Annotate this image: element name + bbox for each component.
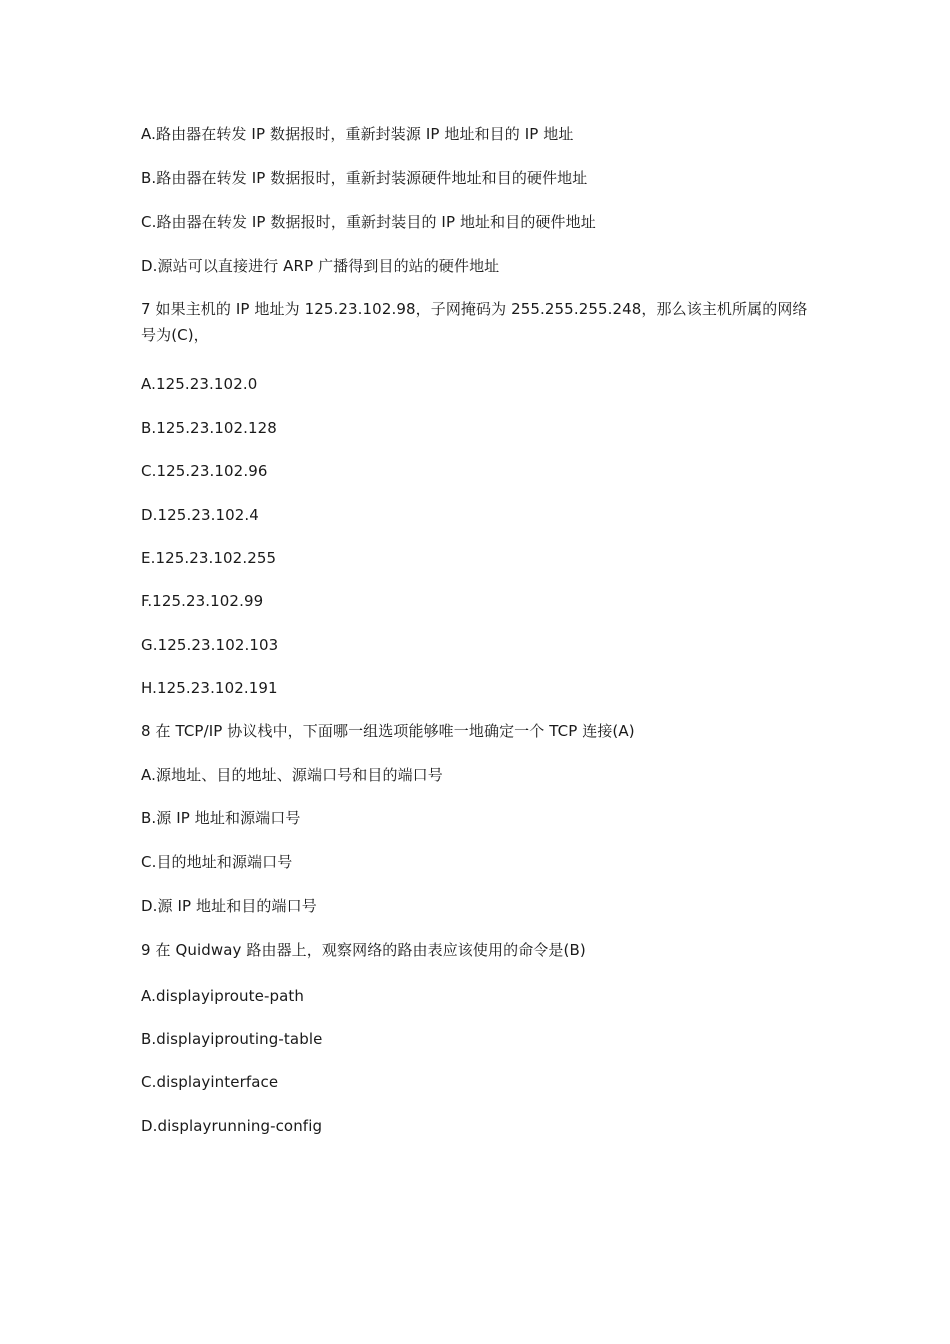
- option-line: C.125.23.102.96: [141, 462, 268, 480]
- option-line: D.displayrunning-config: [141, 1117, 323, 1135]
- option-line: B.displayiprouting-table: [141, 1030, 323, 1048]
- option-line: B.路由器在转发 IP 数据报时，重新封装源硬件地址和目的硬件地址: [141, 169, 588, 187]
- option-line: E.125.23.102.255: [141, 549, 277, 567]
- option-line: A.路由器在转发 IP 数据报时，重新封装源 IP 地址和目的 IP 地址: [141, 125, 574, 143]
- question-7: 7 如果主机的 IP 地址为 125.23.102.98，子网掩码为 255.255.255.248，那么该主机所属的网络号为(C)，: [141, 300, 808, 344]
- option-line: A.源地址、目的地址、源端口号和目的端口号: [141, 766, 443, 784]
- option-line: D.源 IP 地址和目的端口号: [141, 897, 317, 915]
- option-line: A.displayiproute-path: [141, 987, 304, 1005]
- option-line: F.125.23.102.99: [141, 592, 264, 610]
- option-line: A.125.23.102.0: [141, 375, 258, 393]
- option-line: B.源 IP 地址和源端口号: [141, 809, 301, 827]
- option-line: D.125.23.102.4: [141, 506, 259, 524]
- question-9: 9 在 Quidway 路由器上，观察网络的路由表应该使用的命令是(B): [141, 941, 586, 959]
- option-line: D.源站可以直接进行 ARP 广播得到目的站的硬件地址: [141, 257, 500, 275]
- option-line: H.125.23.102.191: [141, 679, 278, 697]
- option-line: C.目的地址和源端口号: [141, 853, 293, 871]
- option-line: B.125.23.102.128: [141, 419, 277, 437]
- option-line: C.路由器在转发 IP 数据报时，重新封装目的 IP 地址和目的硬件地址: [141, 213, 596, 231]
- option-line: G.125.23.102.103: [141, 636, 279, 654]
- option-line: C.displayinterface: [141, 1073, 279, 1091]
- question-8: 8 在 TCP/IP 协议栈中，下面哪一组选项能够唯一地确定一个 TCP 连接(A): [141, 722, 635, 740]
